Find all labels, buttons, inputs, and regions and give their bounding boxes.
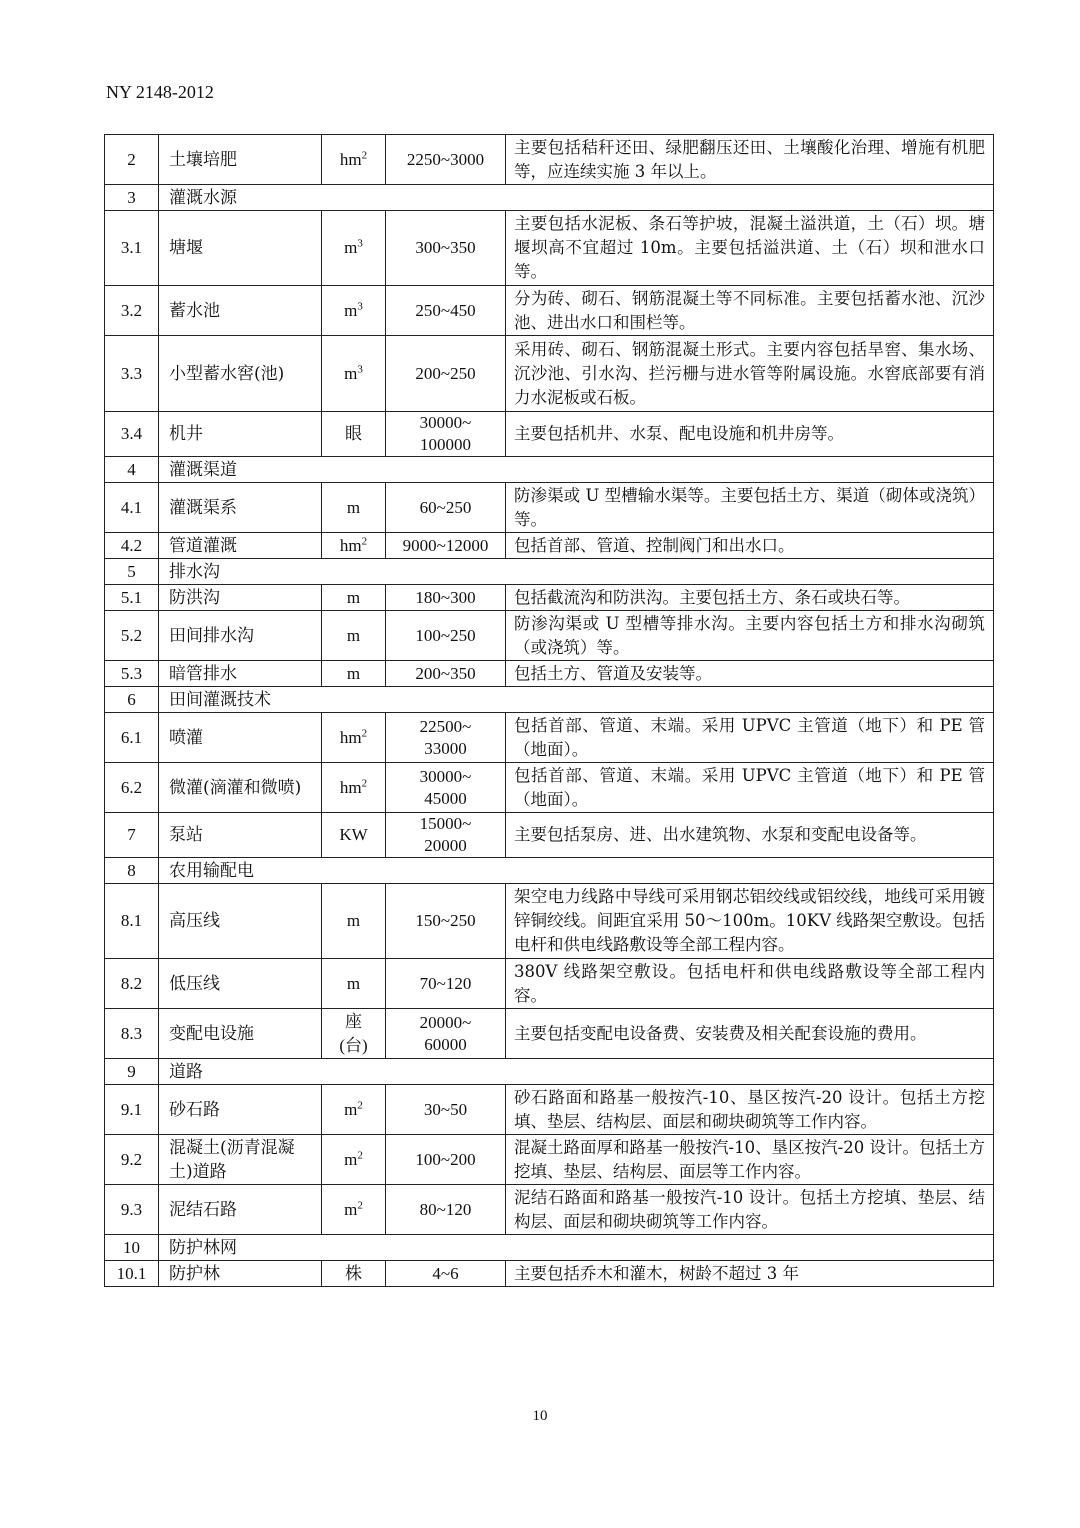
item-unit [322,884,386,959]
item-description: 架空电力线路中导线可采用钢芯铝绞线或铝绞线，地线可采用镀锌铜绞线。间距宜采用 50～100m。10KV 线路架空敷设。包括电杆和供电线路敷设等全部工程内容。 [506,884,994,959]
table-row [105,286,994,336]
table-row [105,1261,994,1287]
table-row [105,1135,994,1185]
item-unit [322,336,386,412]
table-row [105,959,994,1009]
item-number: 4 [105,457,159,483]
item-description: 砂石路面和路基一般按汽-10、垦区按汽-20 设计。包括土方挖填、垫层、结构层、面层和砌块砌筑等工作内容。 [506,1085,994,1135]
item-name: 泵站 [159,813,322,858]
item-name: 灌溉渠道 [159,457,994,483]
item-number: 9.3 [105,1185,159,1235]
item-number: 8.3 [105,1009,159,1059]
item-number: 3.4 [105,412,159,457]
unit-text: m [346,973,361,993]
table-row [105,1059,994,1085]
item-number: 6.2 [105,763,159,813]
item-amount: 30000~ 45000 [386,763,506,813]
item-name: 暗管排水 [159,661,322,687]
unit-exponent: 3 [357,237,363,250]
item-number: 3.2 [105,286,159,336]
item-name: 小型蓄水窖(池) [159,336,322,412]
item-amount: 22500~ 33000 [386,713,506,763]
item-name: 机井 [159,412,322,457]
unit-text: m [344,300,358,320]
table-row [105,412,994,457]
item-number: 10 [105,1235,159,1261]
item-number: 5 [105,559,159,585]
item-name: 田间排水沟 [159,611,322,661]
item-description: 包括土方、管道及安装等。 [506,661,994,687]
item-amount: 30000~ 100000 [386,412,506,457]
unit-text: 座 (台) [339,1011,368,1055]
item-description: 包括首部、管道、末端。采用 UPVC 主管道（地下）和 PE 管（地面）。 [506,713,994,763]
item-description: 防渗沟渠或 U 型槽等排水沟。主要内容包括土方和排水沟砌筑（或浇筑）等。 [506,611,994,661]
item-unit [322,661,386,687]
item-name: 砂石路 [159,1085,322,1135]
item-number: 3 [105,185,159,211]
item-name: 防护林网 [159,1235,994,1261]
item-unit [322,1261,386,1287]
table-row [105,211,994,286]
unit-text: hm [339,727,362,747]
item-number: 8 [105,858,159,884]
table-row [105,1235,994,1261]
unit-text: m [346,911,361,930]
item-amount: 100~200 [386,1135,506,1185]
item-amount: 2250~3000 [386,135,506,185]
item-name: 管道灌溉 [159,533,322,559]
item-name: 灌溉渠系 [159,483,322,533]
item-amount: 15000~ 20000 [386,813,506,858]
item-amount: 60~250 [386,483,506,533]
unit-exponent: 2 [361,534,368,547]
item-description: 防渗渠或 U 型槽输水渠等。主要包括土方、渠道（砌体或浇筑）等。 [506,483,994,533]
item-description: 主要包括乔木和灌木，树龄不超过 3 年 [506,1261,994,1287]
unit-exponent: 2 [361,776,368,789]
item-name: 变配电设施 [159,1009,322,1059]
item-amount: 80~120 [386,1185,506,1235]
item-unit [322,483,386,533]
item-number: 5.1 [105,585,159,611]
unit-text: m [346,625,361,645]
item-description: 主要包括变配电设备费、安装费及相关配套设施的费用。 [506,1009,994,1059]
unit-exponent: 3 [357,299,363,312]
table-row [105,533,994,559]
item-unit [322,1085,386,1135]
table-row [105,687,994,713]
item-amount: 150~250 [386,884,506,959]
table-row [105,858,994,884]
unit-exponent: 2 [357,1098,363,1111]
unit-text: m [346,663,361,683]
item-description: 主要包括机井、水泵、配电设施和机井房等。 [506,412,994,457]
unit-exponent: 2 [357,1148,363,1161]
item-name: 喷灌 [159,713,322,763]
item-name: 低压线 [159,959,322,1009]
item-name: 微灌(滴灌和微喷) [159,763,322,813]
item-amount: 250~450 [386,286,506,336]
item-number: 4.2 [105,533,159,559]
table-row [105,1185,994,1235]
item-unit [322,813,386,858]
item-amount: 180~300 [386,585,506,611]
unit-text: 株 [345,1263,362,1283]
item-name: 泥结石路 [159,1185,322,1235]
item-unit [322,713,386,763]
item-amount: 200~350 [386,661,506,687]
unit-text: hm [339,149,362,169]
item-unit [322,412,386,457]
item-name: 混凝土(沥青混凝土)道路 [159,1135,322,1185]
table-row [105,483,994,533]
item-unit [322,1009,386,1059]
item-name: 农用输配电 [159,858,994,884]
table-row [105,713,994,763]
item-number: 6.1 [105,713,159,763]
item-name: 土壤培肥 [159,135,322,185]
unit-exponent: 3 [357,362,363,375]
table-row [105,884,994,959]
unit-text: m [344,363,358,383]
item-number: 3.3 [105,336,159,412]
item-number: 3.1 [105,211,159,286]
item-number: 9.2 [105,1135,159,1185]
item-name: 田间灌溉技术 [159,687,994,713]
item-amount: 30~50 [386,1085,506,1135]
item-name: 高压线 [159,884,322,959]
item-amount: 20000~ 60000 [386,1009,506,1059]
item-number: 8.1 [105,884,159,959]
item-name: 排水沟 [159,559,994,585]
item-name: 防洪沟 [159,585,322,611]
item-number: 9.1 [105,1085,159,1135]
unit-text: m [346,587,361,607]
item-description: 主要包括水泥板、条石等护坡，混凝土溢洪道，土（石）坝。塘堰坝高不宜超过 10m。主要包括溢洪道、土（石）坝和泄水口等。 [506,211,994,286]
unit-text: m [344,1099,358,1119]
item-number: 10.1 [105,1261,159,1287]
item-amount: 100~250 [386,611,506,661]
table-row [105,457,994,483]
item-number: 5.3 [105,661,159,687]
table-row [105,585,994,611]
table-body [105,135,994,1287]
unit-text: m [344,238,358,257]
table-row [105,336,994,412]
item-name: 蓄水池 [159,286,322,336]
item-description: 包括截流沟和防洪沟。主要包括土方、条石或块石等。 [506,585,994,611]
table-row [105,813,994,858]
unit-text: KW [339,825,368,844]
item-unit [322,533,386,559]
item-number: 4.1 [105,483,159,533]
item-description: 主要包括秸秆还田、绿肥翻压还田、土壤酸化治理、增施有机肥等，应连续实施 3 年以上。 [506,135,994,185]
item-name: 道路 [159,1059,994,1085]
item-amount: 300~350 [386,211,506,286]
table-row [105,559,994,585]
item-number: 9 [105,1059,159,1085]
unit-text: hm [339,535,362,555]
document-code: NY 2148-2012 [106,82,214,102]
item-unit [322,1185,386,1235]
item-unit [322,211,386,286]
item-description: 分为砖、砌石、钢筋混凝土等不同标准。主要包括蓄水池、沉沙池、进出水口和围栏等。 [506,286,994,336]
unit-text: hm [339,777,362,797]
unit-text: 眼 [345,424,362,443]
unit-exponent: 2 [361,148,368,161]
item-amount: 4~6 [386,1261,506,1287]
unit-text: m [344,1199,358,1219]
item-number: 7 [105,813,159,858]
item-description: 泥结石路面和路基一般按汽-10 设计。包括土方挖填、垫层、结构层、面层和砌块砌筑等工作内容。 [506,1185,994,1235]
cost-table [104,134,994,1287]
unit-exponent: 2 [357,1198,363,1211]
item-unit [322,286,386,336]
item-description: 380V 线路架空敷设。包括电杆和供电线路敷设等全部工程内容。 [506,959,994,1009]
table-row [105,1085,994,1135]
item-number: 8.2 [105,959,159,1009]
table-row [105,611,994,661]
item-amount: 200~250 [386,336,506,412]
table-row [105,763,994,813]
item-number: 6 [105,687,159,713]
item-description: 主要包括泵房、进、出水建筑物、水泵和变配电设备等。 [506,813,994,858]
item-description: 混凝土路面厚和路基一般按汽-10、垦区按汽-20 设计。包括土方挖填、垫层、结构层、面层等工作内容。 [506,1135,994,1185]
unit-text: m [344,1149,358,1169]
table-row [105,185,994,211]
table-row [105,661,994,687]
item-unit [322,1135,386,1185]
table-row [105,1009,994,1059]
page-number: 10 [532,1408,548,1424]
item-description: 包括首部、管道、末端。采用 UPVC 主管道（地下）和 PE 管（地面）。 [506,763,994,813]
item-number: 2 [105,135,159,185]
item-name: 灌溉水源 [159,185,994,211]
item-unit [322,611,386,661]
item-unit [322,959,386,1009]
item-unit [322,135,386,185]
item-description: 包括首部、管道、控制阀门和出水口。 [506,533,994,559]
item-unit [322,585,386,611]
item-description: 采用砖、砌石、钢筋混凝土形式。主要内容包括旱窖、集水场、沉沙池、引水沟、拦污栅与进水管等附属设施。水窖底部要有消力水泥板或石板。 [506,336,994,412]
item-name: 塘堰 [159,211,322,286]
unit-exponent: 2 [361,726,368,739]
item-number: 5.2 [105,611,159,661]
unit-text: m [346,497,361,517]
item-unit [322,763,386,813]
item-name: 防护林 [159,1261,322,1287]
table-row [105,135,994,185]
item-amount: 70~120 [386,959,506,1009]
item-amount: 9000~12000 [386,533,506,559]
